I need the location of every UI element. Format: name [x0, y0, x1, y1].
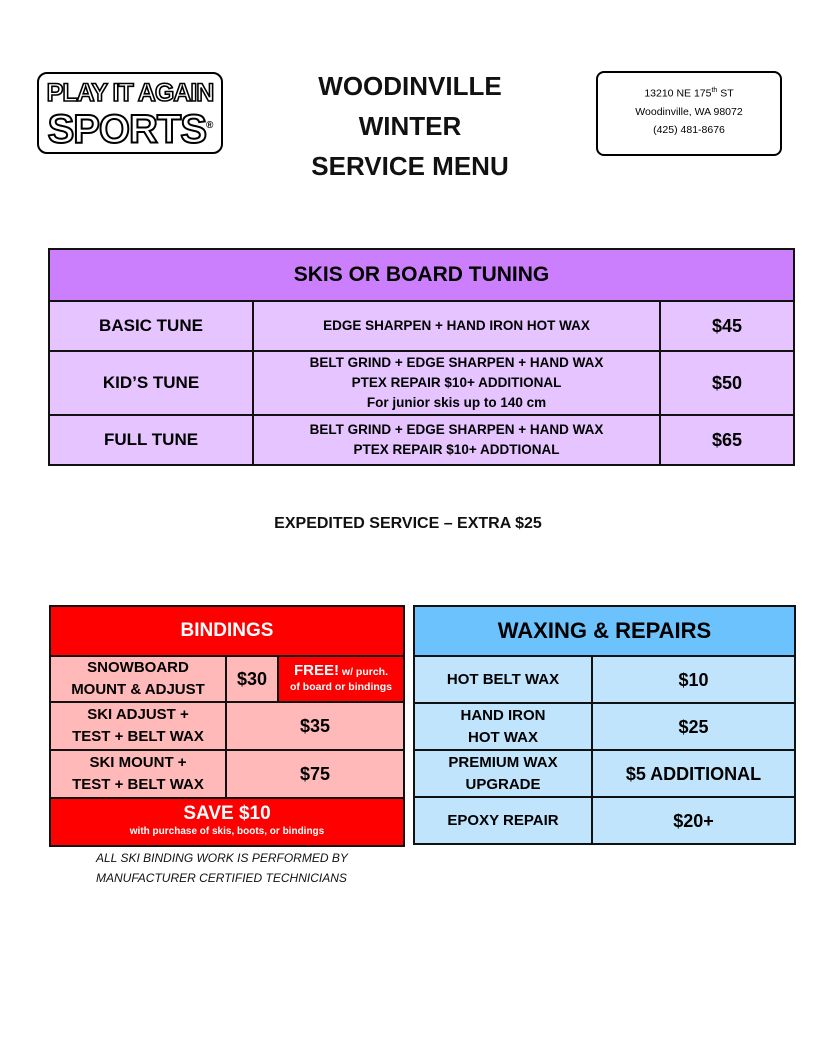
free-offer: FREE! w/ purch. of board or bindings — [278, 656, 404, 702]
table-row — [50, 656, 404, 702]
title-line-3: SERVICE MENU — [311, 151, 509, 181]
service-name: FULL TUNE — [49, 415, 253, 465]
bindings-header: BINDINGS — [50, 606, 404, 656]
service-name: BASIC TUNE — [49, 301, 253, 351]
service-description: BELT GRIND + EDGE SHARPEN + HAND WAX PTEX REPAIR $10+ ADDITIONAL For junior skis up to 140 cm — [253, 351, 660, 415]
waxing-service-name: HOT BELT WAX — [414, 656, 592, 703]
table-row — [50, 702, 404, 750]
waxing-repairs-table — [413, 605, 796, 845]
binding-service-name: SKI MOUNT + TEST + BELT WAX — [50, 750, 226, 798]
waxing-price: $20+ — [592, 797, 795, 844]
waxing-service-name: HAND IRON HOT WAX — [414, 703, 592, 750]
table-row — [49, 351, 794, 415]
binding-price: $75 — [226, 750, 404, 798]
service-name: KID’S TUNE — [49, 351, 253, 415]
store-address — [596, 71, 782, 156]
title-line-2: WINTER — [358, 111, 462, 141]
waxing-service-name: EPOXY REPAIR — [414, 797, 592, 844]
table-row — [414, 703, 795, 750]
logo-line-2: SPORTS® — [47, 107, 213, 152]
store-logo — [37, 72, 223, 154]
service-price: $65 — [660, 415, 794, 465]
binding-certification-note: ALL SKI BINDING WORK IS PERFORMED BY MANUFACTURER CERTIFIED TECHNICIANS — [96, 851, 348, 885]
table-row — [49, 415, 794, 465]
waxing-service-name: PREMIUM WAX UPGRADE — [414, 750, 592, 797]
page-title — [280, 66, 540, 186]
address-phone: (425) 481-8676 — [653, 123, 725, 136]
address-city: Woodinville, WA 98072 — [635, 105, 743, 118]
binding-price: $35 — [226, 702, 404, 750]
binding-service-name: SKI ADJUST + TEST + BELT WAX — [50, 702, 226, 750]
binding-service-name: SNOWBOARD MOUNT & ADJUST — [50, 656, 226, 702]
service-description: EDGE SHARPEN + HAND IRON HOT WAX — [253, 301, 660, 351]
title-line-1: WOODINVILLE — [318, 71, 502, 101]
service-price: $45 — [660, 301, 794, 351]
expedited-service-note: EXPEDITED SERVICE – EXTRA $25 — [274, 515, 542, 532]
table-row — [414, 797, 795, 844]
binding-price: $30 — [226, 656, 278, 702]
tuning-table — [48, 248, 795, 466]
waxing-price: $10 — [592, 656, 795, 703]
service-price: $50 — [660, 351, 794, 415]
waxing-price: $5 ADDITIONAL — [592, 750, 795, 797]
bindings-table — [49, 605, 405, 847]
table-row — [414, 656, 795, 703]
table-row — [50, 750, 404, 798]
tuning-header: SKIS OR BOARD TUNING — [49, 249, 794, 301]
table-row — [49, 301, 794, 351]
logo-line-1: PLAY IT AGAIN — [46, 79, 214, 107]
table-row — [414, 750, 795, 797]
service-description: BELT GRIND + EDGE SHARPEN + HAND WAX PTEX REPAIR $10+ ADDTIONAL — [253, 415, 660, 465]
waxing-price: $25 — [592, 703, 795, 750]
save-offer: SAVE $10 with purchase of skis, boots, or bindings — [50, 798, 404, 846]
waxing-header: WAXING & REPAIRS — [414, 606, 795, 656]
address-street: 13210 NE 175th ST — [644, 87, 734, 100]
